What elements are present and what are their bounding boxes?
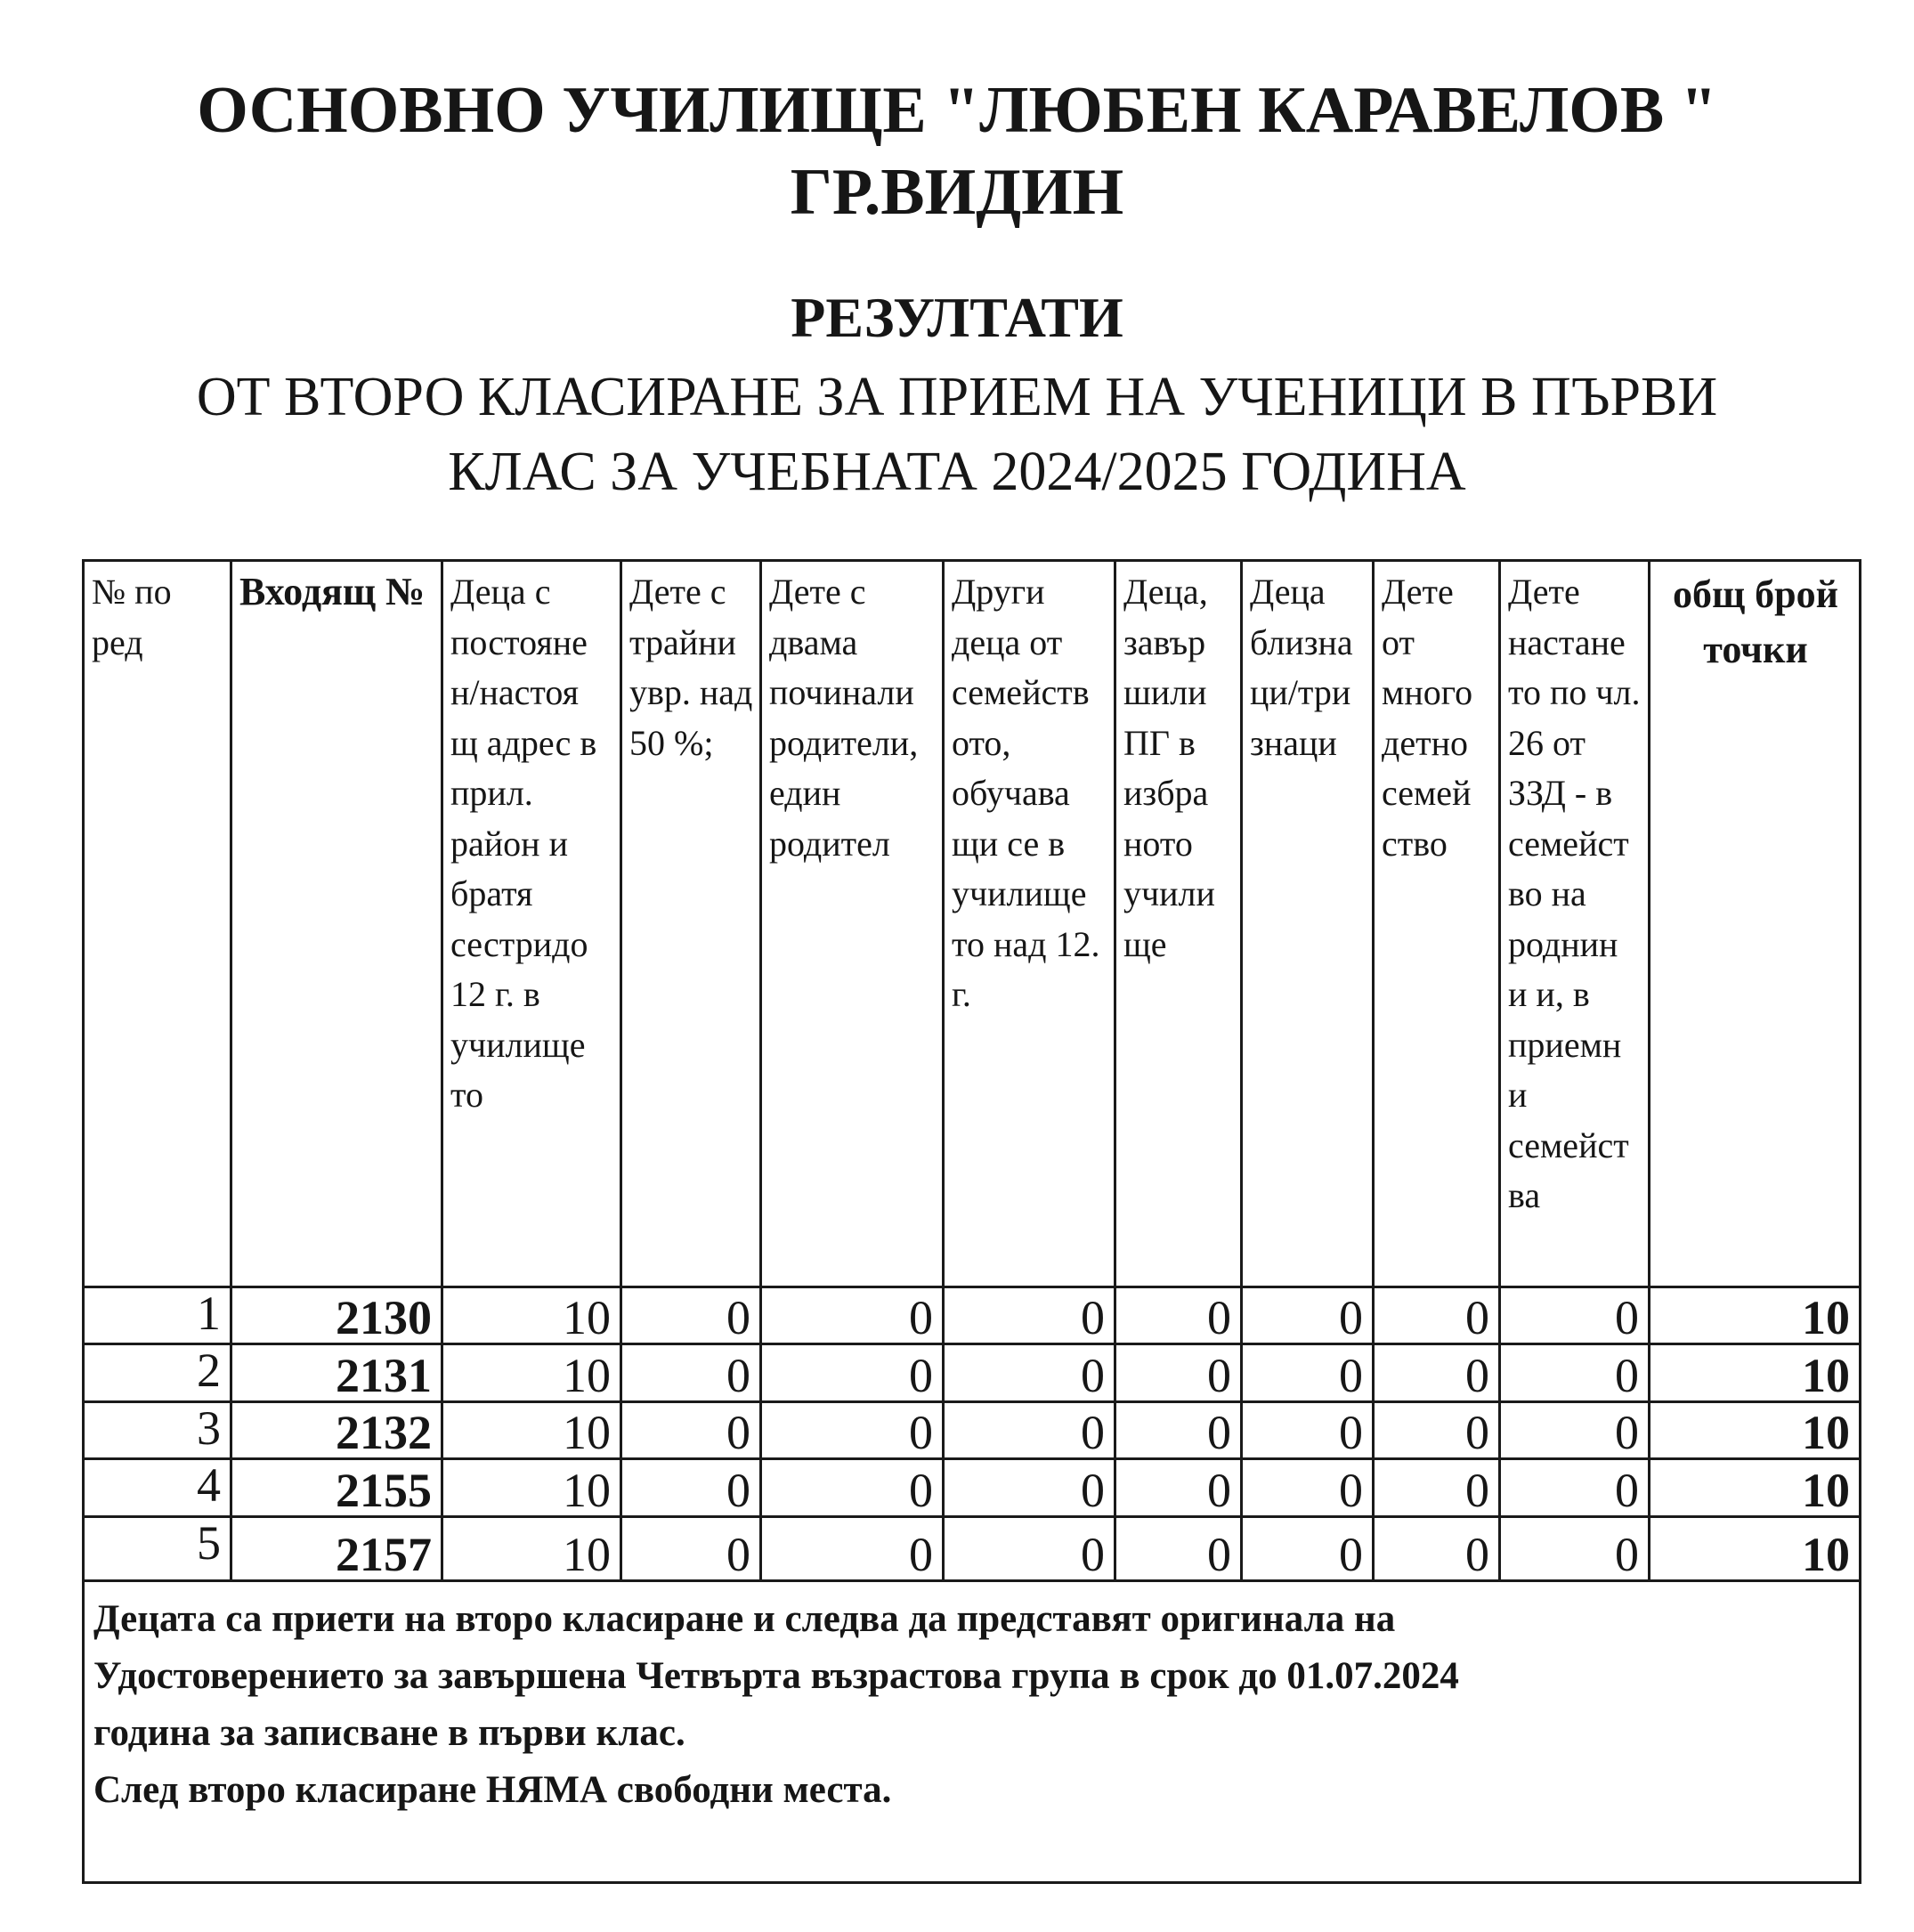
points-large-family: 0: [1374, 1401, 1500, 1458]
points-disability: 0: [621, 1459, 761, 1516]
row-number: 3: [84, 1401, 231, 1458]
points-large-family: 0: [1374, 1344, 1500, 1401]
school-name: [0, 69, 1914, 233]
points-permanent-address: 10: [442, 1516, 621, 1581]
points-foster-placement: 0: [1500, 1459, 1650, 1516]
points-disability: 0: [621, 1287, 761, 1344]
column-header-disability: Дете с трайни увр. над 50 %;: [621, 561, 761, 1287]
column-header-twins-triplets: Деца близна ци/три знаци: [1242, 561, 1374, 1287]
points-disability: 0: [621, 1516, 761, 1581]
row-number: 2: [84, 1344, 231, 1401]
table-header-row: [84, 561, 1861, 1287]
points-preschool-group: 0: [1115, 1344, 1242, 1401]
points-twins-triplets: 0: [1242, 1401, 1374, 1458]
points-foster-placement: 0: [1500, 1516, 1650, 1581]
points-twins-triplets: 0: [1242, 1344, 1374, 1401]
points-siblings-over-12: 0: [944, 1516, 1115, 1581]
admission-note: [84, 1581, 1861, 1883]
points-disability: 0: [621, 1401, 761, 1458]
incoming-number: 2157: [231, 1516, 442, 1581]
column-header-row-number: № по ред: [84, 561, 231, 1287]
column-header-preschool-group: Деца, завър шили ПГ в избра ното учили ще: [1115, 561, 1242, 1287]
points-permanent-address: 10: [442, 1344, 621, 1401]
points-large-family: 0: [1374, 1459, 1500, 1516]
points-preschool-group: 0: [1115, 1287, 1242, 1344]
points-twins-triplets: 0: [1242, 1459, 1374, 1516]
points-deceased-parents: 0: [761, 1344, 944, 1401]
column-header-total-points: общ брой точки: [1650, 561, 1861, 1287]
points-deceased-parents: 0: [761, 1459, 944, 1516]
admission-note-line: година за записване в първи клас.: [93, 1712, 685, 1755]
results-subtitle-line1: ОТ ВТОРО КЛАСИРАНЕ ЗА ПРИЕМ НА УЧЕНИЦИ В ПЪРВИ: [196, 367, 1718, 427]
incoming-number: 2155: [231, 1459, 442, 1516]
column-header-siblings-over-12: Други деца от семейств ото, обучава щи се в училище то над 12. г.: [944, 561, 1115, 1287]
total-points: 10: [1650, 1287, 1861, 1344]
points-siblings-over-12: 0: [944, 1344, 1115, 1401]
row-number: 1: [84, 1287, 231, 1344]
column-header-incoming-number: Входящ №: [231, 561, 442, 1287]
points-preschool-group: 0: [1115, 1459, 1242, 1516]
total-points: 10: [1650, 1401, 1861, 1458]
points-permanent-address: 10: [442, 1287, 621, 1344]
school-city: ГР.ВИДИН: [790, 156, 1124, 229]
points-permanent-address: 10: [442, 1459, 621, 1516]
school-name-line1: ОСНОВНО УЧИЛИЩЕ "ЛЮБЕН КАРАВЕЛОВ ": [197, 74, 1717, 147]
total-points: 10: [1650, 1344, 1861, 1401]
table-row: [84, 1287, 1861, 1344]
points-foster-placement: 0: [1500, 1401, 1650, 1458]
results-subtitle: [0, 360, 1914, 509]
points-preschool-group: 0: [1115, 1516, 1242, 1581]
points-large-family: 0: [1374, 1516, 1500, 1581]
table-row: [84, 1516, 1861, 1581]
incoming-number: 2131: [231, 1344, 442, 1401]
row-number: 4: [84, 1459, 231, 1516]
footer-row: [84, 1581, 1861, 1883]
total-points: 10: [1650, 1459, 1861, 1516]
points-siblings-over-12: 0: [944, 1401, 1115, 1458]
column-header-foster-placement: Дете настане то по чл. 26 от ЗЗД - в семейст во на роднин и и, в приемн и семейст ва: [1500, 561, 1650, 1287]
table-row: [84, 1344, 1861, 1401]
points-foster-placement: 0: [1500, 1287, 1650, 1344]
incoming-number: 2132: [231, 1401, 442, 1458]
admission-note-line: Удостоверението за завършена Четвърта възрастова група в срок до 01.07.2024: [93, 1655, 1459, 1698]
points-deceased-parents: 0: [761, 1516, 944, 1581]
row-number: 5: [84, 1516, 231, 1581]
points-large-family: 0: [1374, 1287, 1500, 1344]
points-foster-placement: 0: [1500, 1344, 1650, 1401]
results-subtitle-line2: КЛАС ЗА УЧЕБНАТА 2024/2025 ГОДИНА: [448, 442, 1466, 502]
incoming-number: 2130: [231, 1287, 442, 1344]
points-siblings-over-12: 0: [944, 1287, 1115, 1344]
column-header-permanent-address: Деца с постояне н/настоя щ адрес в прил. район и братя сестридо 12 г. в училище то: [442, 561, 621, 1287]
points-deceased-parents: 0: [761, 1287, 944, 1344]
table-row: [84, 1401, 1861, 1458]
column-header-deceased-parents: Дете с двама починали родители, един родител: [761, 561, 944, 1287]
total-points: 10: [1650, 1516, 1861, 1581]
ranking-table: [82, 559, 1861, 1884]
table-row: [84, 1459, 1861, 1516]
admission-note-line: Децата са приети на второ класиране и следва да представят оригинала на: [93, 1598, 1396, 1641]
points-disability: 0: [621, 1344, 761, 1401]
points-twins-triplets: 0: [1242, 1516, 1374, 1581]
no-free-places-note: След второ класиране НЯМА свободни места.: [93, 1769, 892, 1812]
points-twins-triplets: 0: [1242, 1287, 1374, 1344]
column-header-large-family: Дете от много детно семей ство: [1374, 561, 1500, 1287]
points-siblings-over-12: 0: [944, 1459, 1115, 1516]
points-permanent-address: 10: [442, 1401, 621, 1458]
results-title: РЕЗУЛТАТИ: [791, 286, 1123, 349]
points-preschool-group: 0: [1115, 1401, 1242, 1458]
points-deceased-parents: 0: [761, 1401, 944, 1458]
